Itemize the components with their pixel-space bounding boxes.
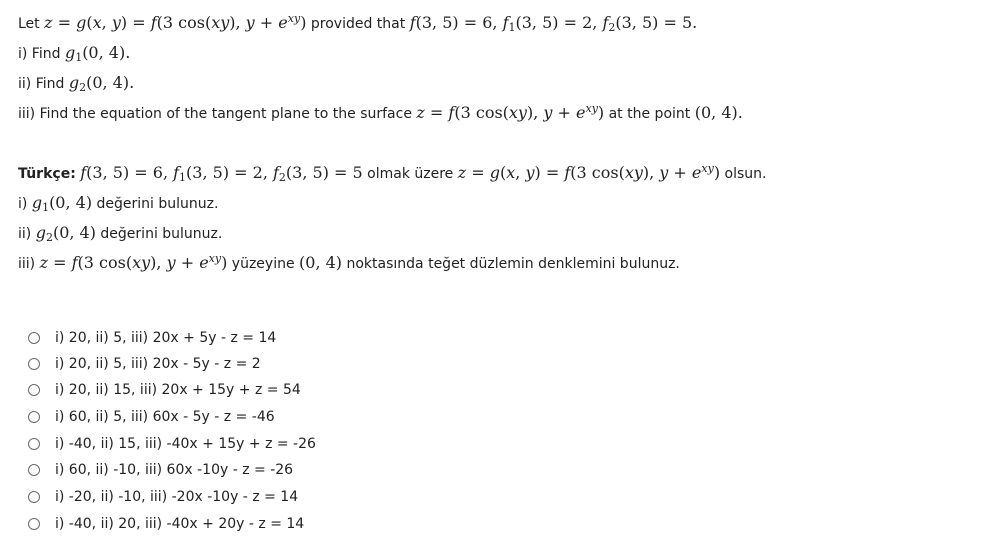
option-label: i) 60, ii) 5, iii) 60x - 5y - z = -46 [55, 409, 275, 425]
surface-expression: z = f(3 cos(xy), $y + e^{xy}$) [416, 102, 605, 122]
radio-unchecked-icon[interactable] [28, 358, 40, 370]
question-text: olmak üzere [362, 166, 458, 182]
question-text: ii) [18, 226, 36, 242]
question-text: at the point [604, 106, 695, 122]
option-label: i) 20, ii) 5, iii) 20x + 5y - z = 14 [55, 330, 277, 346]
answer-option-5[interactable] [28, 433, 316, 455]
question-text: i) Find [18, 46, 65, 62]
option-label: i) -40, ii) 15, iii) -40x + 15y + z = -26 [55, 436, 316, 452]
question-tr-line-1 [18, 163, 766, 183]
option-label: i) 20, ii) 15, iii) 20x + 15y + z = 54 [55, 382, 301, 398]
radio-unchecked-icon[interactable] [28, 411, 40, 423]
question-tr-line-3 [18, 223, 222, 243]
answer-option-2[interactable] [28, 353, 261, 375]
answer-option-1[interactable] [28, 327, 276, 349]
radio-unchecked-icon[interactable] [28, 518, 40, 530]
answer-option-4[interactable] [28, 406, 275, 428]
question-text: değerini bulunuz. [92, 196, 219, 212]
question-en-line-3 [18, 73, 134, 93]
radio-unchecked-icon[interactable] [28, 332, 40, 344]
g2-expression: $g_2(0$, 4). [68, 73, 135, 94]
question-en-line-2 [18, 43, 130, 63]
function-definition: z = g(x, y) = f(3 cos(xy), $y + e^{xy}$) [44, 12, 307, 32]
g1-expression: $g_1(0$, 4) [31, 193, 93, 214]
answer-option-7[interactable] [28, 486, 298, 508]
answer-option-3[interactable] [28, 379, 301, 401]
point-expression: (0, 4). [694, 103, 743, 122]
question-text: iii) Find the equation of the tangent plane to the surface [18, 106, 417, 122]
question-en-line-4 [18, 103, 743, 123]
surface-expression: z = f(3 cos(xy), $y + e^{xy}$) [39, 252, 228, 272]
radio-unchecked-icon[interactable] [28, 438, 40, 450]
question-text: i) [18, 196, 32, 212]
question-tr-line-2 [18, 193, 218, 213]
turkish-heading: Türkçe: [18, 166, 76, 182]
question-text: iii) [18, 256, 40, 272]
answer-option-8[interactable] [28, 513, 304, 535]
question-text: yüzeyine [227, 256, 300, 272]
question-text: değerini bulunuz. [95, 226, 223, 242]
function-definition: z = g(x, y) = f(3 cos(xy), $y + e^{xy}$) [457, 162, 721, 182]
option-label: i) 60, ii) -10, iii) 60x -10y - z = -26 [55, 462, 294, 478]
given-values: f(3, 5) = 6, $f_1(3$, 5) = 2, $f_2(3$, 5) = 5 [80, 163, 363, 184]
question-en-line-1 [18, 13, 697, 33]
point-expression: (0, 4) [299, 253, 343, 272]
option-label: i) 20, ii) 5, iii) 20x - 5y - z = 2 [55, 356, 261, 372]
question-text: olsun. [720, 166, 767, 182]
option-label: i) -20, ii) -10, iii) -20x -10y - z = 14 [55, 489, 299, 505]
question-text: provided that [306, 16, 410, 32]
question-tr-line-4 [18, 253, 680, 273]
radio-unchecked-icon[interactable] [28, 384, 40, 396]
radio-unchecked-icon[interactable] [28, 464, 40, 476]
g2-expression: $g_2(0$, 4) [35, 223, 96, 244]
radio-unchecked-icon[interactable] [28, 491, 40, 503]
option-label: i) -40, ii) 20, iii) -40x + 20y - z = 14 [55, 516, 305, 532]
g1-expression: $g_1(0$, 4). [64, 43, 131, 64]
question-text: ii) Find [18, 76, 69, 92]
given-values: f(3, 5) = 6, $f_1(3$, 5) = 2, $f_2(3$, 5) = 5. [409, 13, 698, 34]
answer-option-6[interactable] [28, 459, 293, 481]
question-text: noktasında teğet düzlemin denklemini bulunuz. [342, 256, 680, 272]
question-text: Let [18, 16, 45, 32]
